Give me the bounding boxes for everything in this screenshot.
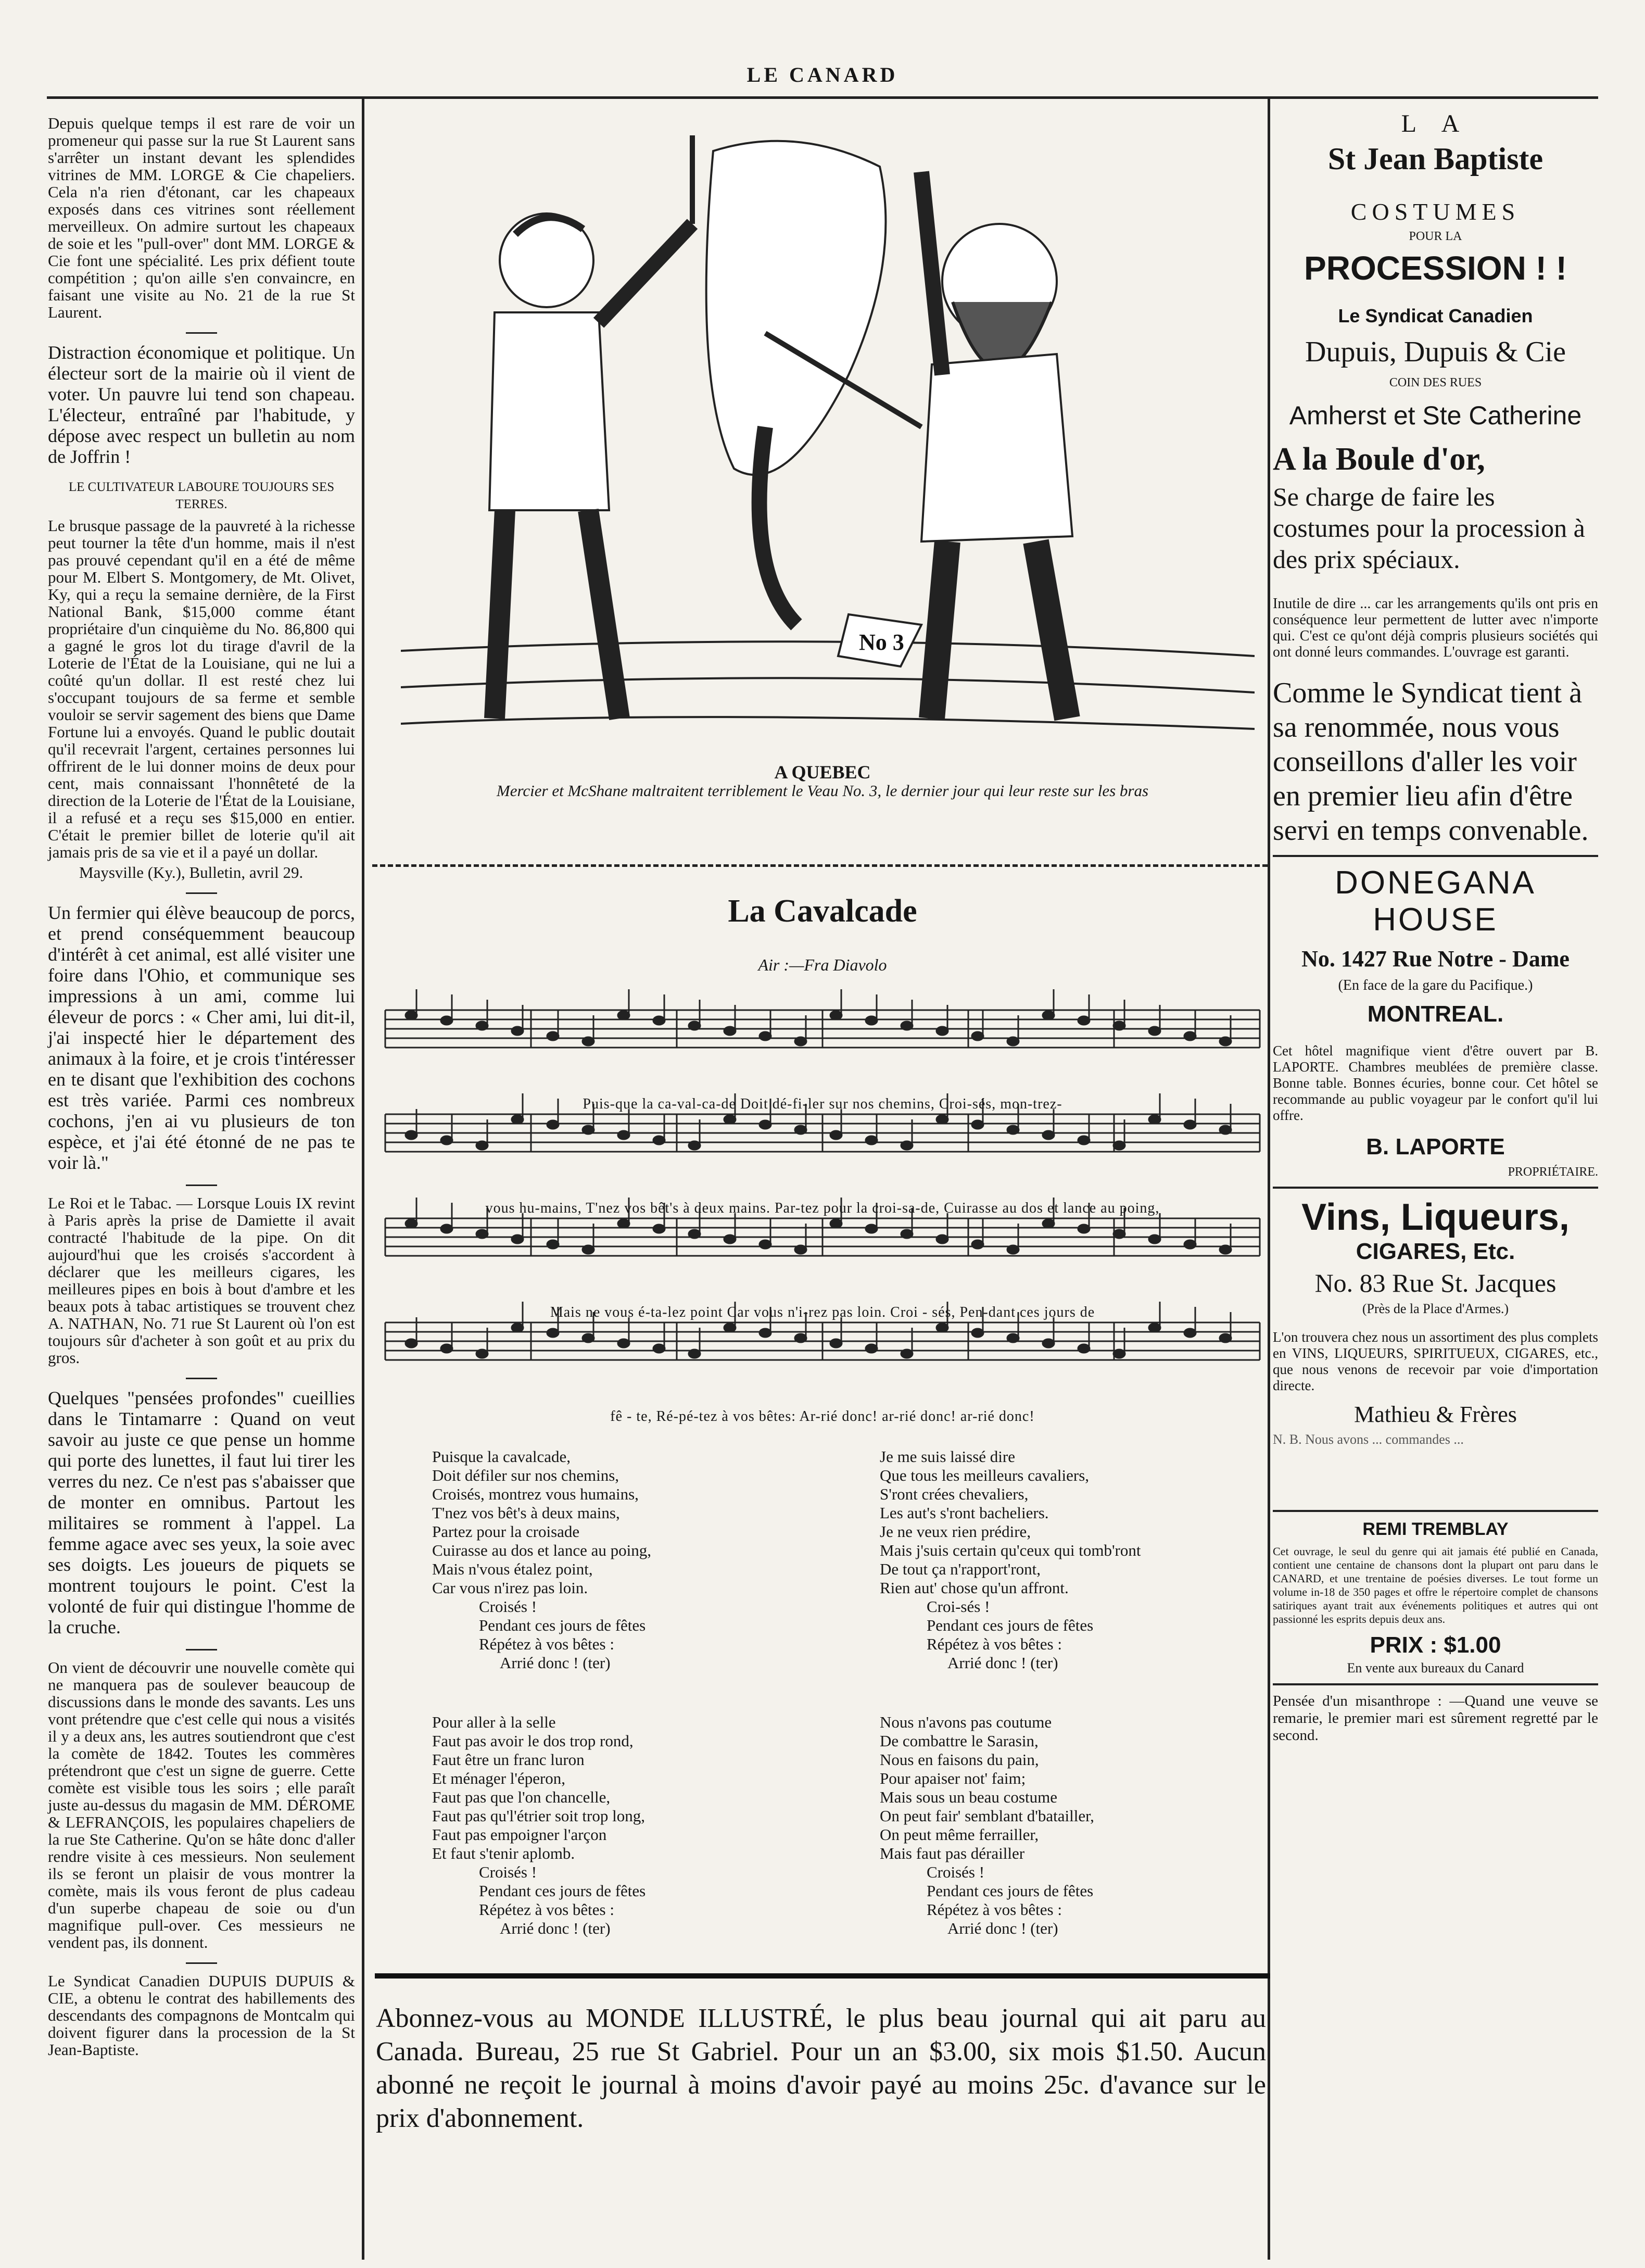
note: [1078, 1225, 1090, 1233]
donegana-address: No. 1427 Rue Notre - Dame: [1301, 946, 1570, 972]
note: [1113, 1141, 1125, 1150]
verse-line: Partez pour la croisade: [432, 1522, 580, 1541]
note: [972, 1032, 983, 1040]
ad-costumes: COSTUMES: [1350, 198, 1521, 225]
item-roi-tabac: Le Roi et le Tabac. — Lorsque Louis IX revint à Paris après la prise de Damiette il avait contracté l'habitude de la pipe. On dit aujourd'hui que les croisés s'accordent à déclarer que les meilleurs cigares, les meilleures pipes en bois à bout d'ambre et les beaux pots à tabac artistiques se trouvent chez A. NATHAN, No. 71 rue St Laurent où l'on est toujours sûr d'acheter à son goût et au prix du gros.: [48, 1194, 355, 1367]
verse-2: [880, 1447, 1265, 1672]
note: [406, 1011, 417, 1019]
verse-4: [880, 1713, 1265, 1938]
note: [972, 1329, 983, 1337]
ad-pour: POUR LA: [1409, 230, 1462, 243]
verse-line: Faut pas que l'on chancelle,: [432, 1788, 611, 1806]
left-column: [48, 115, 355, 2070]
remi-vente: En vente aux bureaux du Canard: [1347, 1660, 1524, 1675]
note: [1184, 1240, 1196, 1249]
note: [476, 1230, 488, 1238]
note: [1007, 1037, 1019, 1045]
verse-line: De tout ça n'rapport'ront,: [880, 1560, 1041, 1578]
item-comete: On vient de découvrir une nouvelle comète qui ne manquera pas de soulever beaucoup de discussions dans le monde des savants. Les uns vont prétendre que c'est celle qui nous a visités il y a deux ans, les autres soutiendront que c'est la comète de 1842. Toutes les commères prétendront que c'est un signe de guerre. Cette comète est visible tous les soirs ; elle paraît juste au-dessus du magasin de MM. DÉROME & LEFRANÇOIS, les populaires chapeliers de la rue Ste Catherine. Qu'on se hâte donc d'aller rendre visite à ces messieurs. Non seulement ils se feront un plaisir de vous montrer la comète, mais ils vous feront de plus cadeau d'un superbe chapeau de soie ou d'un magnifique pull-over. Ces messieurs ne vendent pas, ils donnent.: [48, 1658, 355, 1951]
note: [972, 1120, 983, 1129]
caption-text: Mercier et McShane maltraitent terriblement le Veau No. 3, le dernier jour qui leur reste sur les bras: [496, 782, 1149, 800]
note: [1149, 1115, 1160, 1124]
note: [441, 1225, 452, 1233]
donegana-owner: B. LAPORTE: [1366, 1134, 1505, 1160]
verse-line: Faut être un franc luron: [432, 1750, 585, 1769]
rule: [1273, 1683, 1598, 1685]
verse-line: Je ne veux rien prédire,: [880, 1522, 1031, 1541]
chorus-3: Arrié donc ! (ter): [947, 1654, 1058, 1672]
verse-line: De combattre le Sarasin,: [880, 1732, 1039, 1750]
vins-note: N. B. Nous avons ... commandes ...: [1273, 1432, 1464, 1447]
verse-line: Je me suis laissé dire: [880, 1447, 1016, 1466]
note: [724, 1027, 736, 1035]
note: [441, 1136, 452, 1144]
note: [547, 1120, 559, 1129]
note: [689, 1141, 700, 1150]
vins-text: L'on trouvera chez nous un assortiment des plus complets en VINS, LIQUEURS, SPIRITUEUX, CIGARES, etc., que nous venons de recevoir par voie d'importation directe.: [1273, 1329, 1598, 1393]
verse-line: Et ménager l'éperon,: [432, 1769, 566, 1787]
chorus-2: Répétez à vos bêtes :: [479, 1900, 614, 1919]
lyric-line-4: fê - te, Ré-pé-tez à vos bêtes: Ar-rié donc! ar-rié donc! ar-rié donc!: [610, 1408, 1035, 1425]
verse-line: Puisque la cavalcade,: [432, 1447, 571, 1466]
note: [406, 1131, 417, 1139]
chorus-1: Pendant ces jours de fêtes: [479, 1882, 646, 1900]
note: [547, 1240, 559, 1249]
chorus-3: Arrié donc ! (ter): [500, 1919, 611, 1937]
note: [406, 1339, 417, 1347]
right-column: [1273, 104, 1598, 1744]
verse-line: T'nez vos bêt's à deux mains,: [432, 1504, 620, 1522]
note: [1149, 1235, 1160, 1243]
ad-lorge: Depuis quelque temps il est rare de voir un promeneur qui passe sur la rue St Laurent sans s'arrêter un instant devant les splendides vitrines de MM. LORGE & Cie chapeliers. Cela n'a rien d'étonant, car les chapeaux exposés dans ces vitrines sont réellement merveilleux. On admire surtout les chapeaux de soie et les "pull-over" dont MM. LORGE & Cie font une spécialité. Les prix défient toute compétition ; qu'on aille s'en convaincre, en faisant une visite au No. 21 de la rue St Laurent.: [48, 114, 355, 321]
pensee-misanthrope: Pensée d'un misanthrope : —Quand une veuve se remarie, le premier mari est sûrement regretté par le second.: [1273, 1693, 1598, 1744]
ad-la: L A: [1401, 110, 1470, 137]
remi-text: Cet ouvrage, le seul du genre qui ait jamais été publié en Canada, contient une centaine de chansons dont la plupart ont paru dans le CANARD, et une trentaine de poésies diverses. Le tout forme un volume in-18 de 350 pages et offre le répertoire complet de chansons satiriques ayant trait aux événements politiques et autres qui ont passionné les esprits depuis deux ans.: [1273, 1545, 1598, 1626]
item-fermier: Un fermier qui élève beaucoup de porcs, et prend conséquemment beaucoup d'intérêt à cet animal, est allé visiter une foire dans l'Ohio, et communique ses impressions à un ami, comme lui éleveur de porcs : « Cher ami, lui dit-il, j'ai inspecté hier le département des animaux à la foire, et je crois t'intéresser en te disant que l'exhibition des cochons est très variée. Parmi ces nombreux cochons, j'en ai vu plusieurs de ton espèce, et j'ai été étonné de ne pas te voir là.": [48, 902, 355, 1173]
verse-line: Que tous les meilleurs cavaliers,: [880, 1466, 1090, 1484]
item-distraction: Distraction économique et politique. Un électeur sort de la mairie où il vient de voter. Un pauvre lui tend son chapeau. L'électeur, entraîné par l'habitude, y dépose avec respect un bulletin au nom de Joffrin !: [48, 342, 355, 467]
verse-line: Faut pas empoigner l'arçon: [432, 1825, 607, 1844]
note: [972, 1240, 983, 1249]
note: [724, 1324, 736, 1332]
cartoon-illustration: [401, 104, 1255, 750]
note: [689, 1350, 700, 1358]
note: [1184, 1329, 1196, 1337]
article-source: Maysville (Ky.), Bulletin, avril 29.: [79, 863, 303, 881]
verse-line: Cuirasse au dos et lance au poing,: [432, 1541, 651, 1559]
donegana-face: (En face de la gare du Pacifique.): [1338, 977, 1533, 993]
rule: [1273, 1187, 1598, 1189]
note: [476, 1350, 488, 1358]
note: [512, 1027, 523, 1035]
verse-line: Pour aller à la selle: [432, 1713, 556, 1731]
verse-line: Rien aut' chose qu'un affront.: [880, 1579, 1069, 1597]
chorus-3: Arrié donc ! (ter): [500, 1654, 611, 1672]
note: [830, 1339, 842, 1347]
note: [830, 1131, 842, 1139]
note: [476, 1022, 488, 1030]
note: [937, 1027, 948, 1035]
divider: [186, 1962, 217, 1964]
chorus-3: Arrié donc ! (ter): [947, 1919, 1058, 1937]
note: [901, 1350, 913, 1358]
divider: [186, 892, 217, 894]
note: [1220, 1334, 1231, 1342]
note: [901, 1022, 913, 1030]
note: [1220, 1037, 1231, 1045]
vins-title: Vins, Liqueurs,: [1301, 1196, 1570, 1238]
note: [653, 1225, 665, 1233]
note: [618, 1131, 629, 1139]
verse-3: [432, 1713, 828, 1938]
note: [1078, 1344, 1090, 1353]
ad-comme: Comme le Syndicat tient à sa renommée, nous vous conseillons d'aller les voir en premier lieu afin d'être servi en temps convenable.: [1273, 677, 1589, 847]
chorus-a: Croisés !: [479, 1863, 537, 1881]
note: [795, 1334, 806, 1342]
note: [1043, 1339, 1054, 1347]
cartoon-caption: [380, 763, 1265, 800]
note: [1149, 1027, 1160, 1035]
note: [724, 1115, 736, 1124]
verse-line: Faut pas qu'l'étrier soit trop long,: [432, 1807, 645, 1825]
verse-line: Nous en faisons du pain,: [880, 1750, 1039, 1769]
note: [512, 1324, 523, 1332]
donegana-text: Cet hôtel magnifique vient d'être ouvert par B. LAPORTE. Chambres meublées de première classe. Bonne table. Bonnes écuries, bonne cour. Cet hôtel se recommande au public voyageur par le confort qu'il lui offre.: [1273, 1043, 1598, 1123]
note: [795, 1245, 806, 1254]
note: [618, 1339, 629, 1347]
item-pensees: Quelques "pensées profondes" cueillies dans le Tintamarre : Quand on veut savoir au juste ce que pense un homme qui porte des lunettes, il faut lui tirer les verres du nez. Ce n'est pas s'abaisser que de monter en omnibus. Partout les militaires se romment à l'appel. La femme agace avec ses yeux, la soie avec ses doigts. Les joueurs de piquets se montrent toujours le point. C'est la volonté de fuir qui distingue l'homme de la cruche.: [48, 1388, 355, 1637]
note: [830, 1011, 842, 1019]
note: [866, 1136, 877, 1144]
note: [1043, 1131, 1054, 1139]
note: [1007, 1245, 1019, 1254]
verse-line: Mais faut pas dérailler: [880, 1844, 1025, 1862]
note: [760, 1329, 771, 1337]
chorus-2: Répétez à vos bêtes :: [927, 1635, 1062, 1653]
ad-amherst: Amherst et Ste Catherine: [1289, 401, 1582, 430]
chorus-1: Pendant ces jours de fêtes: [927, 1882, 1094, 1900]
chorus-2: Répétez à vos bêtes :: [927, 1900, 1062, 1919]
remi-price: PRIX : $1.00: [1370, 1632, 1501, 1658]
masthead: LE CANARD: [746, 63, 899, 86]
lyric-line-1: Puis-que la ca-val-ca-de Doit dé-fi-ler sur nos chemins, Croi-sés, mon-trez-: [583, 1096, 1062, 1112]
ad-stjean: St Jean Baptiste: [1327, 142, 1543, 176]
verse-line: Faut pas avoir le dos trop rond,: [432, 1732, 634, 1750]
note: [760, 1120, 771, 1129]
caption-title: A QUEBEC: [774, 762, 871, 783]
note: [406, 1219, 417, 1228]
note: [441, 1344, 452, 1353]
note: [760, 1240, 771, 1249]
lyric-line-2: vous hu-mains, T'nez vos bêt's à deux mains. Par-tez pour la croi-sa-de, Cuirasse au dos et lance au poing,: [485, 1200, 1160, 1216]
ad-dupuis: Dupuis, Dupuis & Cie: [1305, 336, 1566, 368]
verse-line: On peut fair' semblant d'batailler,: [880, 1807, 1094, 1825]
chorus-1: Pendant ces jours de fêtes: [479, 1616, 646, 1634]
ad-coin: COIN DES RUES: [1389, 376, 1482, 389]
verse-line: Mais sous un beau costume: [880, 1788, 1057, 1806]
heavy-rule: [375, 1973, 1270, 1979]
note: [547, 1032, 559, 1040]
dashed-separator: [372, 864, 1268, 867]
calf-tag: No 3: [859, 629, 904, 655]
verse-line: On peut même ferrailler,: [880, 1825, 1039, 1844]
note: [653, 1344, 665, 1353]
vins-owner: Mathieu & Frères: [1354, 1402, 1517, 1427]
verse-line: Croisés, montrez vous humains,: [432, 1485, 639, 1503]
note: [583, 1126, 594, 1134]
divider: [186, 1649, 217, 1650]
chorus-a: Croisés !: [479, 1597, 537, 1616]
note: [937, 1235, 948, 1243]
donegana-city: MONTREAL.: [1367, 1001, 1504, 1027]
note: [1113, 1022, 1125, 1030]
song-title: La Cavalcade: [728, 893, 917, 929]
note: [547, 1329, 559, 1337]
ad-charge: Se charge de faire les costumes pour la procession à des prix spéciaux.: [1273, 482, 1585, 574]
verse-line: Mais n'vous étalez point,: [432, 1560, 593, 1578]
note: [512, 1115, 523, 1124]
column-divider-left: [362, 99, 364, 2260]
note: [653, 1136, 665, 1144]
verse-line: Les aut's s'ront bacheliers.: [880, 1504, 1049, 1522]
article-cultivateur: Le brusque passage de la pauvreté à la richesse peut tourner la tête d'un homme, mais il n'est pas prouvé cependant qu'il en a été de même pour M. Elbert S. Montgomery, de Mt. Olivet, Ky, qui a reçu la semaine dernière, de la First National Bank, $15,000 comme étant propriétaire d'un cinquième du No. 86,800 qui a gagné le gros lot du tirage d'avril de la Loterie de l'État de la Louisiane, qui ne lui a coûté qu'un dollar. Il est resté chez lui s'occupant toujours de sa ferme et semble vouloir se servir sagement des biens que Dame Fortune lui a envoyés. Quand le public doutait qu'il recevrait l'argent, certaines personnes lui offrirent de le lui donner moins de deux pour cent, mais connaissant l'honnêteté de la direction de la Loterie de l'État de la Louisiane, il a refusé et a reçu ses $15,000 en entier. C'était le premier billet de loterie qu'il ait jamais pris de sa vie et il a payé un dollar.: [48, 516, 355, 861]
note: [1113, 1350, 1125, 1358]
note: [689, 1230, 700, 1238]
ad-small-text: Inutile de dire ... car les arrangements qu'ils ont pris en conséquence leur permettent de lutter avec n'importe qui. C'est ce qu'ont déjà compris plusieurs sociétés qui ont donné leurs commandes. L'ouvrage est garanti.: [1273, 596, 1598, 660]
note: [866, 1344, 877, 1353]
note: [760, 1032, 771, 1040]
verse-line: Nous n'avons pas coutume: [880, 1713, 1052, 1731]
note: [1078, 1136, 1090, 1144]
ad-procession: PROCESSION ! !: [1304, 249, 1567, 287]
chorus-1: Pendant ces jours de fêtes: [927, 1616, 1094, 1634]
article-heading: LE CULTIVATEUR LABOURE TOUJOURS SES TERRES.: [68, 480, 335, 511]
note: [583, 1334, 594, 1342]
verse-1: [432, 1447, 828, 1672]
note: [866, 1225, 877, 1233]
note: [795, 1037, 806, 1045]
verse-line: Mais j'suis certain qu'ceux qui tomb'ront: [880, 1541, 1141, 1559]
note: [1043, 1011, 1054, 1019]
item-syndicat: Le Syndicat Canadien DUPUIS DUPUIS & CIE, a obtenu le contrat des habillements des descendants des compagnons de Montcalm qui doivent figurer dans la procession de la St Jean-Baptiste.: [48, 1972, 355, 2059]
note: [618, 1011, 629, 1019]
lyric-line-3: Mais ne vous é-ta-lez point Car vous n'i-rez pas loin. Croi - sés, Pen-dant ces jours de: [550, 1304, 1095, 1320]
verse-line: Doit défiler sur nos chemins,: [432, 1466, 619, 1484]
chorus-2: Répétez à vos bêtes :: [479, 1635, 614, 1653]
note: [1149, 1324, 1160, 1332]
header-rule: [47, 96, 1598, 99]
verse-line: Et faut s'tenir aplomb.: [432, 1844, 575, 1862]
verse-line: S'ront crées chevaliers,: [880, 1485, 1029, 1503]
vins-address: No. 83 Rue St. Jacques: [1314, 1268, 1557, 1297]
divider: [186, 332, 217, 334]
song-air: Air :—Fra Diavolo: [758, 955, 887, 974]
donegana-prop: PROPRIÉTAIRE.: [1508, 1165, 1598, 1179]
vins-cigares: CIGARES, Etc.: [1356, 1239, 1515, 1264]
note: [866, 1016, 877, 1025]
note: [937, 1115, 948, 1124]
vins-pres: (Près de la Place d'Armes.): [1362, 1301, 1509, 1316]
rule: [1273, 1510, 1598, 1512]
note: [441, 1016, 452, 1025]
note: [1113, 1230, 1125, 1238]
note: [583, 1245, 594, 1254]
note: [1220, 1245, 1231, 1254]
divider: [186, 1185, 217, 1186]
note: [689, 1022, 700, 1030]
note: [1078, 1016, 1090, 1025]
verse-line: Pour apaiser not' faim;: [880, 1769, 1026, 1787]
ad-syndicat: Le Syndicat Canadien: [1338, 305, 1533, 326]
note: [1043, 1219, 1054, 1228]
ad-boule: A la Boule d'or,: [1273, 442, 1485, 477]
note: [795, 1126, 806, 1134]
donegana-title: DONEGANA HOUSE: [1335, 865, 1536, 938]
note: [901, 1141, 913, 1150]
rule: [1273, 855, 1598, 857]
chorus-a: Croisés !: [927, 1863, 985, 1881]
note: [512, 1235, 523, 1243]
chorus-b: Croi-sés !: [927, 1597, 990, 1616]
note: [1220, 1126, 1231, 1134]
note: [830, 1219, 842, 1228]
remi-title: REMI TREMBLAY: [1362, 1519, 1509, 1539]
note: [583, 1037, 594, 1045]
note: [1007, 1334, 1019, 1342]
note: [724, 1235, 736, 1243]
note: [937, 1324, 948, 1332]
note: [476, 1141, 488, 1150]
note: [1184, 1032, 1196, 1040]
note: [901, 1230, 913, 1238]
subscribe-notice: Abonnez-vous au MONDE ILLUSTRÉ, le plus beau journal qui ait paru au Canada. Bureau, 25 rue St Gabriel. Pour un an $3.00, six mois $1.50. Aucun abonné ne reçoit le journal à moins d'avoir payé au moins 25c. d'avance sur le prix d'abonnement.: [376, 2004, 1266, 2133]
note: [653, 1016, 665, 1025]
divider: [186, 1378, 217, 1379]
verse-line: Car vous n'irez pas loin.: [432, 1579, 588, 1597]
note: [618, 1219, 629, 1228]
note: [1184, 1120, 1196, 1129]
note: [1007, 1126, 1019, 1134]
